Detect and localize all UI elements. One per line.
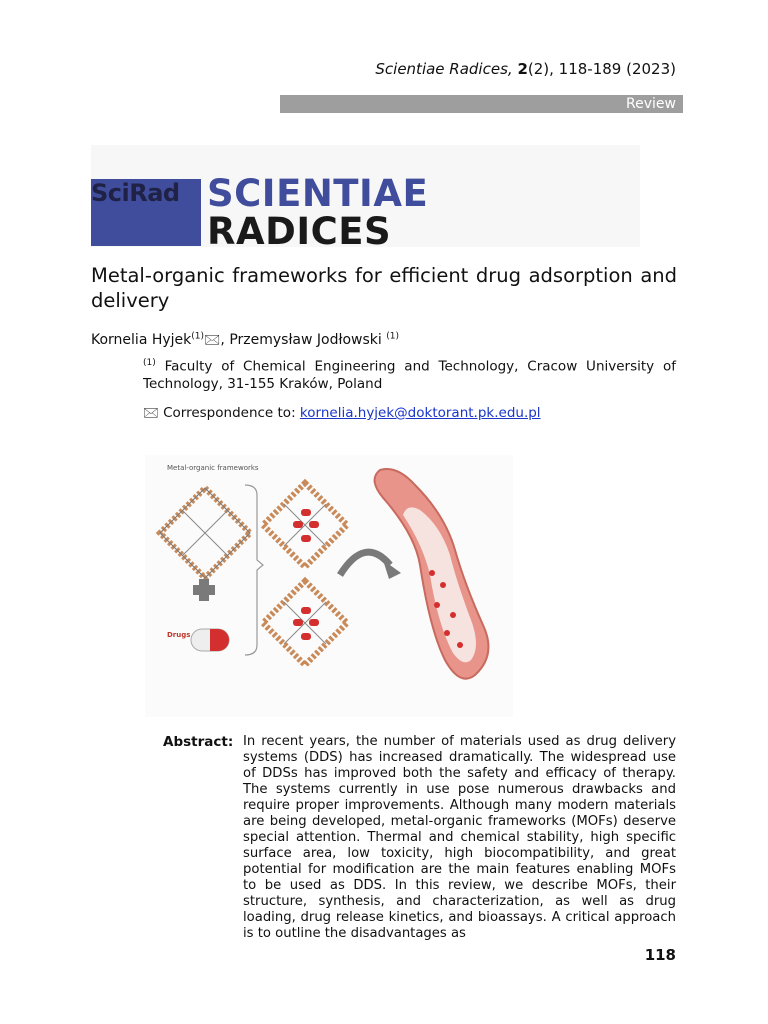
journal-name: Scientiae Radices, — [375, 60, 513, 78]
scirad-logo — [91, 179, 203, 207]
author-1-affiliation: (1) — [191, 331, 205, 342]
graphical-abstract — [145, 455, 513, 717]
logo-scientiae: SCIENTIAE — [207, 172, 429, 215]
logo-rad: Rad — [129, 179, 180, 207]
author-2-affiliation: (1) — [386, 331, 399, 342]
author-1: Kornelia Hyjek — [91, 332, 192, 348]
correspondence-email-link[interactable]: kornelia.hyjek@doktorant.pk.edu.pl — [299, 405, 541, 421]
journal-banner — [91, 145, 640, 253]
correspondence — [143, 403, 541, 426]
affiliation — [143, 355, 676, 393]
loaded-mof-icon — [263, 581, 347, 665]
affiliation-marker: (1) — [143, 358, 156, 368]
capsule-icon — [191, 629, 229, 651]
authors — [91, 329, 399, 353]
article-title: Metal-organic frameworks for efficient drug adsorption and delivery — [91, 264, 677, 312]
logo-sci: Sci — [91, 179, 130, 207]
logo-radices: RADICES — [207, 210, 392, 253]
journal-issue-pages: (2), 118-189 (2023) — [527, 60, 676, 78]
drugs-label: Drugs — [167, 631, 191, 639]
journal-volume: 2 — [517, 60, 528, 78]
author-2: , Przemysław Jodłowski — [220, 332, 387, 348]
journal-citation — [300, 60, 676, 78]
section-bar — [280, 95, 683, 113]
abstract-label: Abstract: — [163, 734, 234, 750]
loaded-mof-icon — [263, 483, 347, 567]
affiliation-text: Faculty of Chemical Engineering and Technology, Cracow University of Technology, 31-155 Kraków, Poland — [143, 358, 676, 392]
abstract-text: In recent years, the number of materials used as drug delivery systems (DDS) has increased dramatically. The widespread use of DDSs has improved both the safety and efficacy of therapy. The systems currently in use pose numerous drawbacks and require proper improvements. Although many modern materials are being developed, metal-organic frameworks (MOFs) deserve special attention. Thermal and chemical stability, high specific surface area, low toxicity, high biocompatibility, and great potential for modification are the main features enabling MOFs to be used as DDS. In this review, we describe MOFs, their structure, synthesis, and characterization, as well as drug loading, drug release kinetics, and bioassays. A critical approach is to outline the disadvantages as — [243, 734, 676, 941]
graphical-abstract-figure — [145, 455, 513, 717]
page-number: 118 — [644, 946, 676, 964]
bracket — [245, 485, 263, 655]
mof-structure-icon — [160, 488, 250, 578]
correspondence-label: Correspondence to: — [158, 405, 300, 421]
envelope-icon: 🖂 — [204, 332, 221, 348]
curved-arrow-icon — [340, 552, 401, 579]
envelope-icon: 🖂 — [143, 405, 159, 421]
section-label: Review — [626, 96, 676, 112]
plus-icon — [193, 579, 215, 601]
figure-heading: Metal-organic frameworks — [167, 464, 259, 472]
